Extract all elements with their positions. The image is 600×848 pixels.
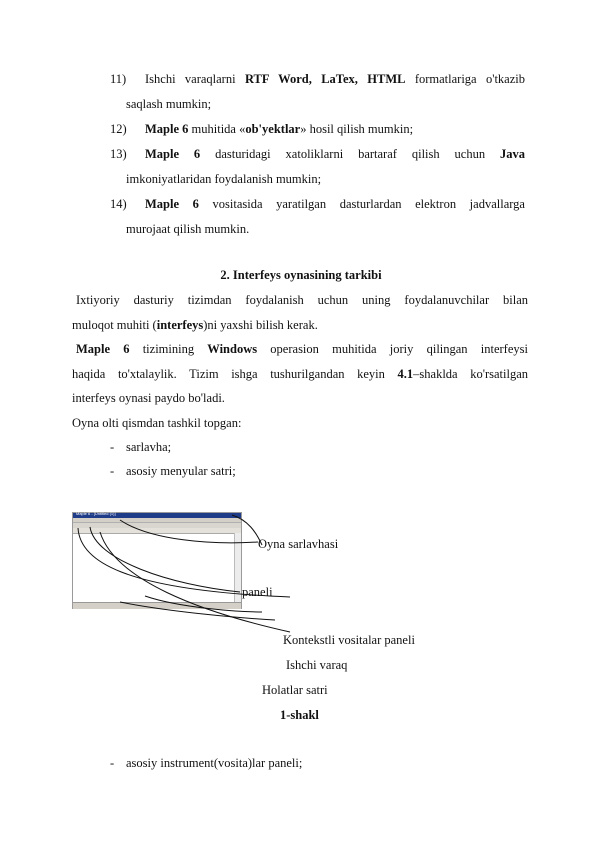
list-item-12-line1: Maple 6 muhitida «ob'yektlar» hosil qilish mumkin;	[145, 122, 414, 136]
list-item-13-line1: Maple 6 dasturidagi xatoliklarni bartaraf qilish uchun Java	[145, 147, 525, 161]
figure-label-worksheet: Ishchi varaq	[286, 658, 348, 672]
paragraph2-line1: Maple 6 tizimining Windows operasion muhitida joriy qilingan interfeysi	[76, 342, 528, 356]
list-item-14-line2: murojaat qilish mumkin.	[126, 222, 250, 236]
bullet-item-toolbar: asosiy instrument(vosita)lar paneli;	[126, 756, 303, 770]
list-number-11: 11)	[110, 72, 127, 86]
bullet-dash: -	[110, 756, 115, 770]
paragraph2-line3: interfeys oynasi paydo bo'ladi.	[72, 391, 225, 405]
paragraph3: Oyna olti qismdan tashkil topgan:	[72, 416, 242, 430]
section-heading: 2. Interfeys oynasining tarkibi	[220, 268, 382, 282]
bullet-dash: -	[110, 464, 115, 478]
list-number-14: 14)	[110, 197, 127, 211]
figure-label-title: Oyna sarlavhasi	[258, 537, 339, 551]
bullet-item-sarlavha: sarlavha;	[126, 440, 172, 454]
figure-label-context: Kontekstli vositalar paneli	[283, 633, 415, 647]
leader-status	[120, 602, 275, 620]
list-number-12: 12)	[110, 122, 127, 136]
figure-label-panel: paneli	[242, 585, 273, 599]
figure-caption: 1-shakl	[280, 708, 319, 722]
list-item-13-line2: imkoniyatlaridan foydalanish mumkin;	[126, 172, 322, 186]
list-item-11-line2: saqlash mumkin;	[126, 97, 212, 111]
figure-label-status: Holatlar satri	[262, 683, 328, 697]
bullet-dash: -	[110, 440, 115, 454]
figure-window-title: Maple 6 - [Untitled (1)]	[76, 511, 116, 516]
bullet-item-menu: asosiy menyular satri;	[126, 464, 236, 478]
list-item-14-line1: Maple 6 vositasida yaratilgan dasturlardan elektron jadvallarga	[145, 197, 525, 211]
paragraph2-line2: haqida to'xtalaylik. Tizim ishga tushurilgandan keyin 4.1–shaklda ko'rsatilgan	[72, 367, 529, 381]
paragraph1-line2: muloqot muhiti (interfeys)ni yaxshi bilish kerak.	[72, 318, 318, 332]
list-number-13: 13)	[110, 147, 127, 161]
list-item-11-line1: Ishchi varaqlarni RTF Word, LaTex, HTML formatlariga o'tkazib	[145, 72, 526, 86]
leader-title-2	[120, 520, 258, 543]
paragraph1-line1: Ixtiyoriy dasturiy tizimdan foydalanish uchun uning foydalanuvchilar bilan	[76, 293, 528, 307]
